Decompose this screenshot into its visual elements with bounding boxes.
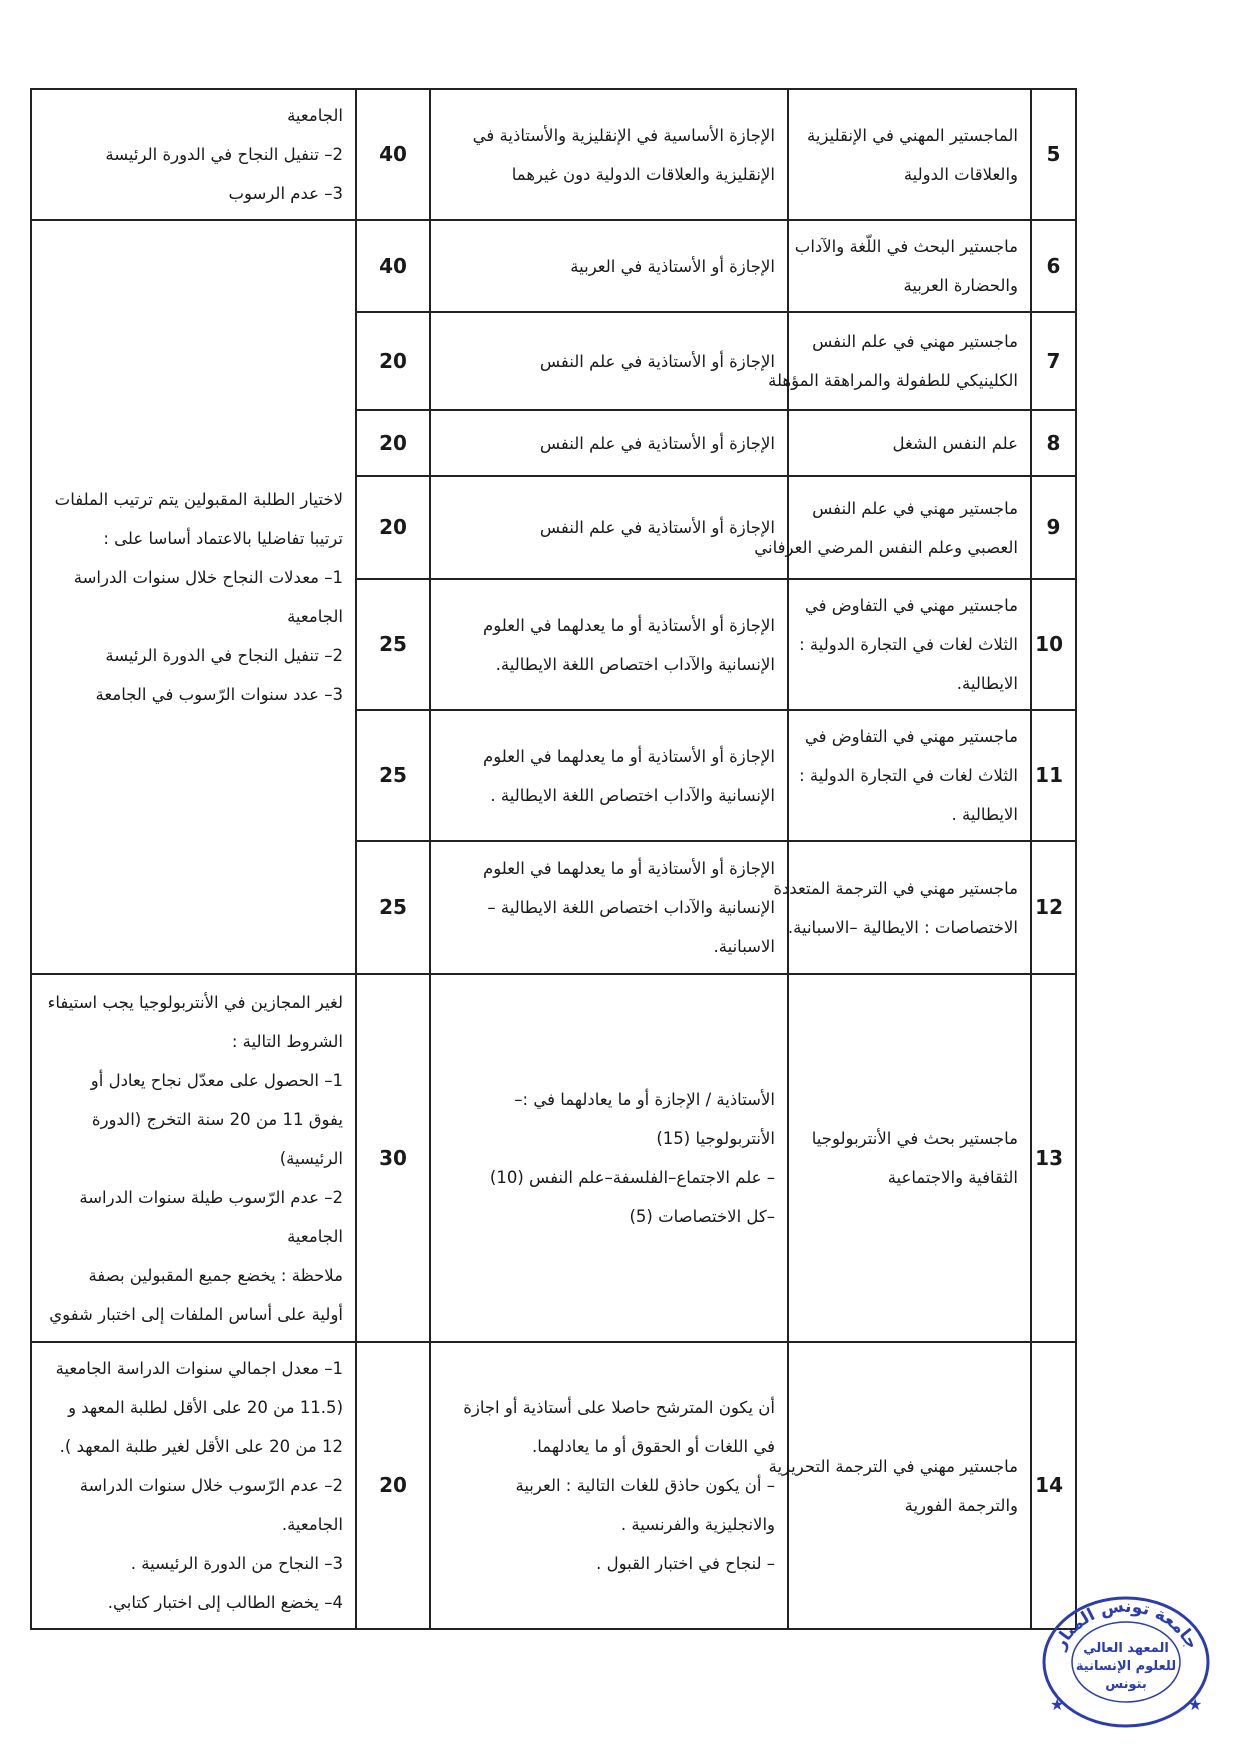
prerequisite: الإجازة أو الأستاذية في العربية (430, 220, 788, 312)
prerequisite: أن يكون المترشح حاصلا على أستاذية أو اجازة في اللغات أو الحقوق أو ما يعادلهما. – أن يكون حاذق للغات التالية : العربية والانجليزية والفرنسية . – لنجاح في اختبار القبول . (430, 1342, 788, 1629)
star-icon: ★ (1050, 1695, 1065, 1714)
places-count: 25 (356, 710, 430, 841)
stamp-ring-text: جامعة تونس المنار (1049, 1596, 1203, 1653)
program-name: ماجستير مهني في التفاوض في الثلاث لغات في التجارة الدولية : الايطالية. (788, 579, 1031, 710)
program-name: الماجستير المهني في الإنقليزية والعلاقات الدولية (788, 89, 1031, 220)
table-row (31, 89, 1076, 220)
prerequisite: الإجازة الأساسية في الإنقليزية والأستاذية في الإنقليزية والعلاقات الدولية دون غيرهما (430, 89, 788, 220)
program-name: علم النفس الشغل (788, 410, 1031, 476)
row-number: 12 (1031, 841, 1076, 974)
institution-stamp (1038, 1582, 1214, 1728)
program-name: ماجستير مهني في التفاوض في الثلاث لغات في التجارة الدولية : الايطالية . (788, 710, 1031, 841)
row-number: 5 (1031, 89, 1076, 220)
selection-criteria: 1– معدل اجمالي سنوات الدراسة الجامعية (11.5 من 20 على الأقل لطلبة المعهد و 12 من 20 على الأقل لغير طلبة المعهد ). 2– عدم الرّسوب خلال سنوات الدراسة الجامعية. 3– النجاح من الدورة الرئيسية . 4– يخضع الطالب إلى اختبار كتابي. (31, 1342, 356, 1629)
prerequisite: الأستاذية / الإجازة أو ما يعادلهما في :– الأنتربولوجيا (15) – علم الاجتماع–الفلسفة–علم النفس (10) –كل الاختصاصات (5) (430, 974, 788, 1342)
prerequisite: الإجازة أو الأستاذية في علم النفس (430, 312, 788, 410)
places-count: 30 (356, 974, 430, 1342)
selection-criteria: لغير المجازين في الأنتربولوجيا يجب استيفاء الشروط التالية : 1– الحصول على معدّل نجاح يعادل أو يفوق 11 من 20 سنة التخرج (الدورة الرئيسية) 2– عدم الرّسوب طيلة سنوات الدراسة الجامعية ملاحظة : يخضع جميع المقبولين بصفة أولية على أساس الملفات إلى اختبار شفوي (31, 974, 356, 1342)
places-count: 40 (356, 220, 430, 312)
row-number: 8 (1031, 410, 1076, 476)
row-number: 9 (1031, 476, 1076, 579)
prerequisite: الإجازة أو الأستاذية أو ما يعدلهما في العلوم الإنسانية والآداب اختصاص اللغة الايطالية . (430, 710, 788, 841)
selection-criteria: الجامعية 2– تنفيل النجاح في الدورة الرئيسة 3– عدم الرسوب (31, 89, 356, 220)
program-name: ماجستير مهني في الترجمة التحريرية والترجمة الفورية (788, 1342, 1031, 1629)
table-row (31, 220, 1076, 312)
places-count: 20 (356, 476, 430, 579)
places-count: 40 (356, 89, 430, 220)
program-name: ماجستير البحث في اللّغة والآداب والحضارة العربية (788, 220, 1031, 312)
program-name: ماجستير بحث في الأنتربولوجيا الثقافية والاجتماعية (788, 974, 1031, 1342)
masters-table (30, 88, 1077, 1630)
places-count: 20 (356, 1342, 430, 1629)
row-number: 13 (1031, 974, 1076, 1342)
places-count: 25 (356, 579, 430, 710)
star-icon: ★ (1188, 1695, 1203, 1714)
selection-criteria: لاختيار الطلبة المقبولين يتم ترتيب الملفات ترتيبا تفاضليا بالاعتماد أساسا على : 1– معدلات النجاح خلال سنوات الدراسة الجامعية 2– تنفيل النجاح في الدورة الرئيسة 3– عدد سنوات الرّسوب في الجامعة (31, 220, 356, 974)
table-row (31, 974, 1076, 1342)
stamp-line: للعلوم الإنسانية (1075, 1659, 1177, 1674)
prerequisite: الإجازة أو الأستاذية في علم النفس (430, 476, 788, 579)
row-number: 10 (1031, 579, 1076, 710)
places-count: 20 (356, 410, 430, 476)
stamp-line: المعهد العالي (1083, 1641, 1169, 1656)
prerequisite: الإجازة أو الأستاذية أو ما يعدلهما في العلوم الإنسانية والآداب اختصاص اللغة الايطالية. (430, 579, 788, 710)
table-row (31, 1342, 1076, 1629)
prerequisite: الإجازة أو الأستاذية في علم النفس (430, 410, 788, 476)
prerequisite: الإجازة أو الأستاذية أو ما يعدلهما في العلوم الإنسانية والآداب اختصاص اللغة الايطالية – الاسبانية. (430, 841, 788, 974)
program-name: ماجستير مهني في الترجمة المتعددة الاختصاصات : الايطالية –الاسبانية. (788, 841, 1031, 974)
program-name: ماجستير مهني في علم النفس الكلينيكي للطفولة والمراهقة المؤهلة (788, 312, 1031, 410)
row-number: 11 (1031, 710, 1076, 841)
places-count: 25 (356, 841, 430, 974)
row-number: 7 (1031, 312, 1076, 410)
row-number: 6 (1031, 220, 1076, 312)
stamp-line: بتونس (1105, 1677, 1147, 1692)
program-name: ماجستير مهني في علم النفس العصبي وعلم النفس المرضي العرفاني (788, 476, 1031, 579)
row-number: 14 (1031, 1342, 1076, 1629)
places-count: 20 (356, 312, 430, 410)
